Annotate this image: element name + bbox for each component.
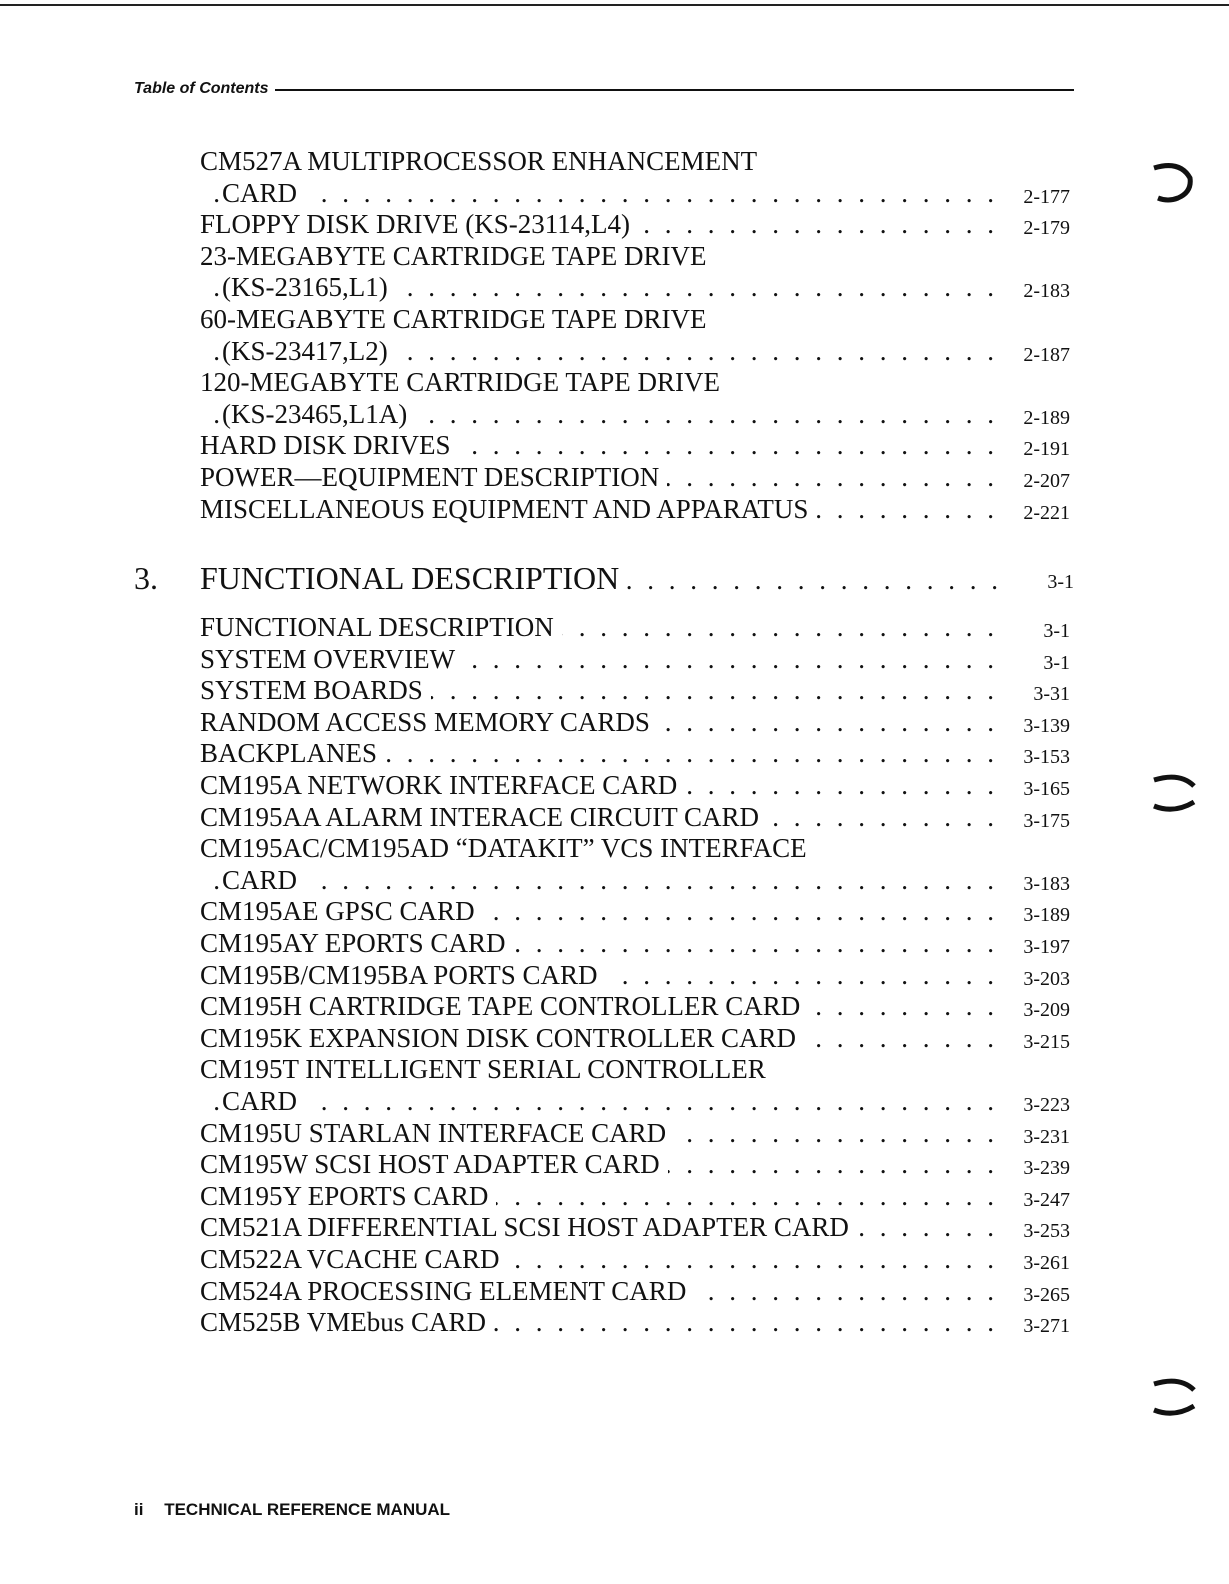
toc-entry-title: SYSTEM OVERVIEW (200, 643, 463, 675)
toc-entry-title: CM195B/CM195BA PORTS CARD (200, 959, 606, 991)
toc-entry-title: SYSTEM BOARDS (200, 674, 431, 706)
toc-entry-line (200, 366, 1070, 398)
toc-page-number: 3-247 (1023, 1188, 1070, 1211)
toc-page-number: 3-183 (1023, 872, 1070, 895)
toc-entry (200, 493, 1070, 525)
toc-entry-title: CM195U STARLAN INTERFACE CARD (200, 1117, 674, 1149)
toc-page-number: 3-153 (1023, 746, 1070, 769)
toc-page-number: 2-191 (1023, 438, 1070, 461)
toc-entry-title: BACKPLANES (200, 737, 385, 769)
toc-entry-title: 23-MEGABYTE CARTRIDGE TAPE DRIVE (200, 240, 714, 272)
toc-entry-title: 60-MEGABYTE CARTRIDGE TAPE DRIVE (200, 303, 714, 335)
toc-entry-title: CM521A DIFFERENTIAL SCSI HOST ADAPTER CARD (200, 1211, 857, 1243)
toc-entry-title: CM522A VCACHE CARD (200, 1243, 508, 1275)
toc-entry-title: 120-MEGABYTE CARTRIDGE TAPE DRIVE (200, 366, 728, 398)
toc-entry (200, 1306, 1070, 1338)
toc-entry (200, 1211, 1070, 1243)
toc-entry-title: CM195A NETWORK INTERFACE CARD (200, 769, 685, 801)
toc-page-number: 3-271 (1023, 1315, 1070, 1338)
toc-entry-title: CARD (222, 864, 305, 896)
toc-entry (200, 398, 1070, 430)
toc-entry (200, 864, 1070, 896)
toc-entry (200, 959, 1070, 991)
toc-page-number: 3-31 (1033, 683, 1070, 706)
toc-entry-title: CM195AE GPSC CARD (200, 895, 483, 927)
toc-page-number: 2-179 (1023, 217, 1070, 240)
toc-entry-title: POWER—EQUIPMENT DESCRIPTION (200, 461, 667, 493)
page-footer (134, 1500, 450, 1520)
toc-entry-title: HARD DISK DRIVES (200, 429, 459, 461)
toc-page-number: 3-265 (1023, 1283, 1070, 1306)
toc-page-number: 2-183 (1023, 280, 1070, 303)
toc-page-number: 3-253 (1023, 1220, 1070, 1243)
toc-page-number: 3-203 (1023, 967, 1070, 990)
toc-entry (200, 1180, 1070, 1212)
toc-page-number: 3-197 (1023, 936, 1070, 958)
toc-page-number: 3-139 (1023, 714, 1070, 737)
toc-entry-title: RANDOM ACCESS MEMORY CARDS (200, 706, 658, 738)
dot-leader (198, 1085, 998, 1117)
toc-entry (200, 1022, 1070, 1054)
chapter-number: 3. (134, 560, 158, 596)
dot-leader (198, 864, 998, 896)
toc-page-number: 3-223 (1023, 1094, 1070, 1116)
toc-page-number: 2-187 (1023, 343, 1070, 366)
toc-entry-title: (KS-23417,L2) (222, 335, 396, 367)
toc-page-number: 3-165 (1023, 778, 1070, 800)
toc-page-number: 3-239 (1023, 1157, 1070, 1180)
page-folio: ii (134, 1500, 144, 1519)
toc-entry-title: CM527A MULTIPROCESSOR ENHANCEMENT (200, 145, 765, 177)
toc-page-number: 3-1 (1043, 620, 1070, 642)
toc-entry (200, 706, 1070, 738)
toc-entry-line (200, 240, 1070, 272)
toc-entry-title: CARD (222, 177, 305, 209)
toc-entry (200, 769, 1070, 801)
toc-entry (200, 990, 1070, 1022)
toc-page-number: 3-189 (1023, 904, 1070, 927)
toc-entry-line (200, 303, 1070, 335)
binder-hole-mark (1150, 770, 1200, 818)
chapter-heading (134, 558, 1074, 598)
toc-entry (200, 895, 1070, 927)
toc-page-number: 2-189 (1023, 406, 1070, 429)
toc-page-number: 3-1 (1043, 651, 1070, 674)
toc-entry (200, 1117, 1070, 1149)
toc-page-number: 2-221 (1023, 501, 1070, 524)
toc-entry (200, 927, 1070, 959)
binder-hole-mark (1150, 158, 1200, 206)
toc-page-number: 3-215 (1023, 1030, 1070, 1053)
toc-entry-title: CM195AY EPORTS CARD (200, 927, 513, 959)
manual-title: TECHNICAL REFERENCE MANUAL (164, 1500, 451, 1519)
toc-page-number: 3-261 (1023, 1252, 1070, 1274)
toc-entry-line (200, 832, 1070, 864)
toc-entry (200, 801, 1070, 833)
toc-entry-title: CM525B VMEbus CARD (200, 1306, 494, 1338)
toc-entry (200, 271, 1070, 303)
toc-entry (200, 737, 1070, 769)
toc-entry (200, 461, 1070, 493)
toc-entry (200, 1085, 1070, 1117)
toc-entry-title: (KS-23465,L1A) (222, 398, 415, 430)
toc-entry-title: CM195T INTELLIGENT SERIAL CONTROLLER (200, 1053, 774, 1085)
toc-entry (200, 335, 1070, 367)
toc-entry-title: CM195AA ALARM INTERACE CIRCUIT CARD (200, 801, 767, 833)
toc-entry (200, 177, 1070, 209)
toc-page-number: 3-209 (1023, 999, 1070, 1022)
toc-entry-line (200, 145, 1070, 177)
toc-entry (200, 429, 1070, 461)
toc-entry (200, 1243, 1070, 1275)
toc-page-number: 3-1 (1047, 571, 1074, 593)
toc-entry-line (200, 1053, 1070, 1085)
toc-entry-title: MISCELLANEOUS EQUIPMENT AND APPARATUS (200, 493, 816, 525)
toc-page-number: 3-231 (1023, 1125, 1070, 1148)
toc-entry (200, 643, 1070, 675)
toc-entry-title: (KS-23165,L1) (222, 271, 396, 303)
toc-entry (200, 674, 1070, 706)
running-head-label: Table of Contents (134, 80, 269, 97)
toc-entry-title: FLOPPY DISK DRIVE (KS-23114,L4) (200, 208, 638, 240)
toc-entry-title: CM195H CARTRIDGE TAPE CONTROLLER CARD (200, 990, 808, 1022)
toc-entry-title: CM195AC/CM195AD “DATAKIT” VCS INTERFACE (200, 832, 815, 864)
toc-page-number: 2-177 (1023, 185, 1070, 208)
toc-entry (200, 611, 1070, 643)
toc-entry-title: FUNCTIONAL DESCRIPTION (200, 611, 562, 643)
toc-page-number: 2-207 (1023, 470, 1070, 492)
chapter-title: FUNCTIONAL DESCRIPTION (200, 558, 627, 598)
toc-entry (200, 1148, 1070, 1180)
binder-hole-mark (1150, 1374, 1200, 1422)
toc-entry-title: CM195W SCSI HOST ADAPTER CARD (200, 1148, 668, 1180)
toc-entry-title: CM195K EXPANSION DISK CONTROLLER CARD (200, 1022, 804, 1054)
dot-leader (198, 177, 998, 209)
toc-entry (200, 1275, 1070, 1307)
toc-page-number: 3-175 (1023, 809, 1070, 832)
toc-entry-title: CM524A PROCESSING ELEMENT CARD (200, 1275, 694, 1307)
toc-entry-title: CARD (222, 1085, 305, 1117)
toc-entry-title: CM195Y EPORTS CARD (200, 1180, 496, 1212)
toc-entry (200, 208, 1070, 240)
